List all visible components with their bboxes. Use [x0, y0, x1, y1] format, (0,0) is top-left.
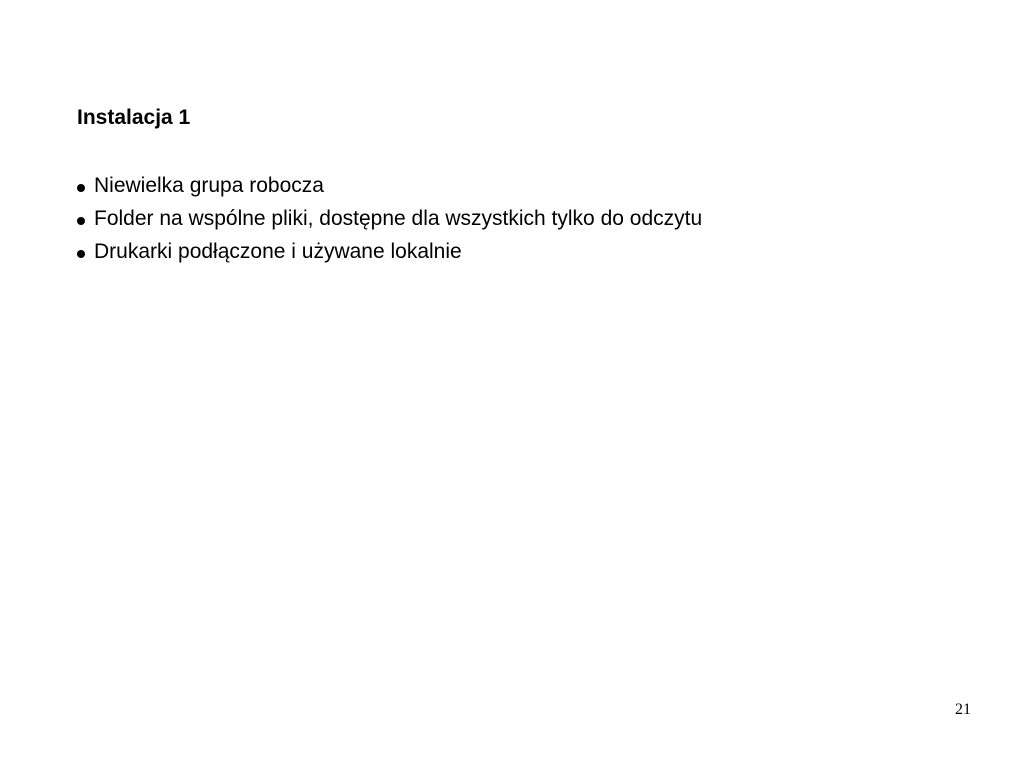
slide-title: Instalacja 1: [77, 106, 191, 129]
bullet-text: Drukarki podłączone i używane lokalnie: [94, 240, 462, 263]
bullet-dot-icon: [77, 184, 85, 192]
page-number: 21: [955, 701, 971, 718]
bullet-text: Niewielka grupa robocza: [94, 174, 324, 197]
bullet-item: [77, 235, 702, 268]
bullet-item: [77, 169, 702, 202]
bullet-text: Folder na wspólne pliki, dostępne dla wszystkich tylko do odczytu: [94, 207, 703, 230]
bullet-list: [77, 169, 702, 268]
bullet-dot-icon: [77, 250, 85, 258]
bullet-item: [77, 202, 702, 235]
bullet-dot-icon: [77, 217, 85, 225]
